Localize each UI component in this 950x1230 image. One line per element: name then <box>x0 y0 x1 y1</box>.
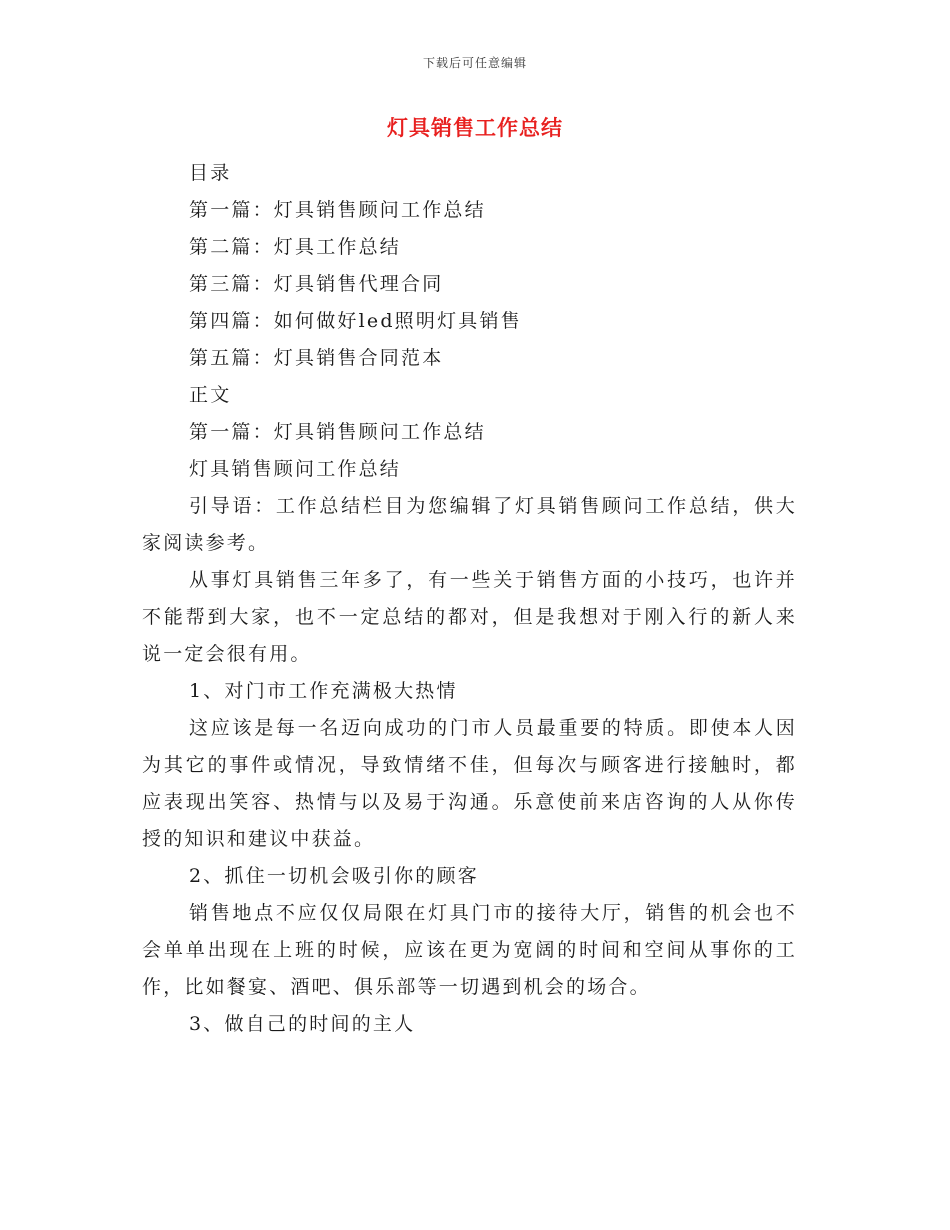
paragraph: 从事灯具销售三年多了，有一些关于销售方面的小技巧，也许并不能帮到大家，也不一定总结的都对，但是我想对于刚入行的新人来说一定会很有用。 <box>142 569 797 665</box>
document-title: 灯具销售工作总结 <box>387 115 563 140</box>
document-body <box>142 155 797 1043</box>
article-title: 灯具销售顾问工作总结 <box>189 458 402 480</box>
toc-item: 第五篇：灯具销售合同范本 <box>189 347 444 369</box>
paragraph: 销售地点不应仅仅局限在灯具门市的接待大厅，销售的机会也不会单单出现在上班的时候，应该在更为宽阔的时间和空间从事你的工作，比如餐宴、酒吧、俱乐部等一切遇到机会的场合。 <box>142 902 797 998</box>
tip-heading: 2、抓住一切机会吸引你的顾客 <box>189 865 479 887</box>
paragraph: 这应该是每一名迈向成功的门市人员最重要的特质。即使本人因为其它的事件或情况，导致情绪不佳，但每次与顾客进行接触时，都应表现出笑容、热情与以及易于沟通。乐意使前来店咨询的人从你传授的知识和建议中获益。 <box>142 717 797 850</box>
header-note: 下载后可任意编辑 <box>422 56 527 70</box>
tip-heading: 3、做自己的时间的主人 <box>189 1013 416 1035</box>
chapter-heading: 第一篇：灯具销售顾问工作总结 <box>189 421 486 443</box>
intro-paragraph: 引导语：工作总结栏目为您编辑了灯具销售顾问工作总结，供大家阅读参考。 <box>142 495 797 554</box>
body-heading: 正文 <box>189 384 232 406</box>
toc-item: 第三篇：灯具销售代理合同 <box>189 273 444 295</box>
toc-item: 第四篇：如何做好led照明灯具销售 <box>189 310 522 332</box>
toc-heading: 目录 <box>189 162 232 184</box>
toc-item: 第二篇：灯具工作总结 <box>189 236 402 258</box>
toc-item: 第一篇：灯具销售顾问工作总结 <box>189 199 486 221</box>
tip-heading: 1、对门市工作充满极大热情 <box>189 680 458 702</box>
